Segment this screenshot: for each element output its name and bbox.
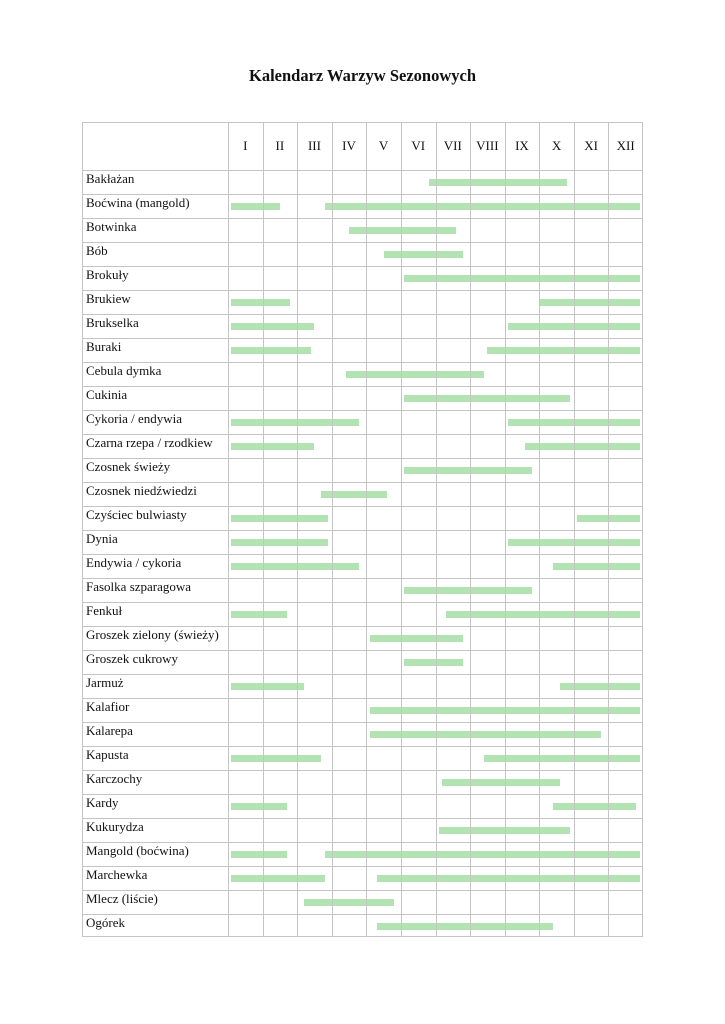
vegetable-name: Jarmuż (86, 675, 124, 690)
season-bar (231, 851, 286, 858)
grid-col-line (366, 122, 367, 937)
month-header-4: IV (342, 138, 356, 153)
grid-col-line (82, 122, 83, 937)
grid-row-line (82, 914, 643, 915)
season-bar (370, 731, 602, 738)
month-header-3: III (307, 138, 321, 153)
grid-col-line (436, 122, 437, 937)
month-header-12: XII (616, 138, 635, 153)
grid-row-line (82, 194, 643, 195)
vegetable-name: Kardy (86, 795, 119, 810)
grid-row-line (82, 794, 643, 795)
season-bar (539, 299, 639, 306)
grid-col-line (297, 122, 298, 937)
season-bar (231, 323, 314, 330)
grid-row-line (82, 410, 643, 411)
vegetable-name: Karczochy (86, 771, 143, 786)
grid-row-line (82, 626, 643, 627)
season-bar (404, 275, 639, 282)
vegetable-name: Groszek cukrowy (86, 651, 179, 666)
vegetable-name: Brukiew (86, 291, 131, 306)
grid-row-line (82, 170, 643, 171)
season-bar (377, 875, 640, 882)
season-bar (231, 419, 359, 426)
grid-col-line (401, 122, 402, 937)
grid-row-line (82, 842, 643, 843)
grid-row-line (82, 866, 643, 867)
grid-row-line (82, 554, 643, 555)
grid-row-line (82, 698, 643, 699)
grid-col-line (539, 122, 540, 937)
season-bar (231, 347, 311, 354)
vegetable-name: Cykoria / endywia (86, 411, 183, 426)
vegetable-name: Fasolka szparagowa (86, 579, 192, 594)
grid-row-line (82, 650, 643, 651)
vegetable-name: Botwinka (86, 219, 137, 234)
season-bar (553, 563, 639, 570)
vegetable-name: Ogórek (86, 915, 125, 930)
page-title: Kalendarz Warzyw Sezonowych (248, 66, 476, 85)
season-bar (384, 251, 464, 258)
vegetable-name: Mangold (boćwina) (86, 843, 189, 858)
vegetable-name: Cukinia (86, 387, 128, 402)
vegetable-name: Buraki (86, 339, 122, 354)
vegetable-name: Dynia (86, 531, 118, 546)
grid-col-line (574, 122, 575, 937)
vegetable-name: Brukselka (86, 315, 139, 330)
grid-row-line (82, 290, 643, 291)
grid-row-line (82, 482, 643, 483)
grid-col-line (263, 122, 264, 937)
grid-row-line (82, 506, 643, 507)
grid-row-line (82, 722, 643, 723)
vegetable-name: Czosnek świeży (86, 459, 171, 474)
season-bar (560, 683, 640, 690)
grid-row-line (82, 770, 643, 771)
month-header-8: VIII (476, 138, 499, 153)
grid-row-line (82, 818, 643, 819)
season-bar (231, 299, 290, 306)
vegetable-name: Czarna rzepa / rzodkiew (86, 435, 213, 450)
season-bar (325, 203, 640, 210)
season-bar (553, 803, 636, 810)
grid-row-line (82, 122, 643, 123)
season-bar (487, 347, 639, 354)
season-bar (377, 923, 553, 930)
season-bar (484, 755, 640, 762)
month-header-9: IX (515, 138, 529, 153)
season-bar (304, 899, 394, 906)
vegetable-name: Mlecz (liście) (86, 891, 158, 906)
month-header-7: VII (443, 138, 462, 153)
season-bar (404, 587, 532, 594)
season-bar (446, 611, 640, 618)
season-bar (231, 203, 279, 210)
month-header-1: I (243, 138, 248, 153)
month-header-11: XI (584, 138, 598, 153)
season-bar (442, 779, 560, 786)
season-bar (404, 467, 532, 474)
grid-row-line (82, 530, 643, 531)
season-bar (325, 851, 640, 858)
season-bar (231, 803, 286, 810)
month-header-6: VI (411, 138, 426, 153)
grid-row-line (82, 602, 643, 603)
grid-row-line (82, 674, 643, 675)
grid-row-line (82, 242, 643, 243)
season-bar (231, 611, 286, 618)
vegetable-name: Kapusta (86, 747, 129, 762)
season-bar (231, 515, 328, 522)
season-bar (231, 443, 314, 450)
season-bar (525, 443, 639, 450)
vegetable-name: Cebula dymka (86, 363, 162, 378)
month-header-10: X (551, 138, 562, 153)
month-header-2: II (275, 138, 285, 153)
vegetable-name: Brokuły (86, 267, 129, 282)
season-bar (231, 563, 359, 570)
season-bar (231, 755, 321, 762)
vegetable-name: Marchewka (86, 867, 148, 882)
grid-row-line (82, 578, 643, 579)
grid-col-line (608, 122, 609, 937)
season-bar (370, 635, 463, 642)
season-bar (231, 683, 304, 690)
vegetable-name: Czyściec bulwiasty (86, 507, 187, 522)
grid-col-line (470, 122, 471, 937)
grid-row-line (82, 218, 643, 219)
season-bar (231, 539, 328, 546)
season-bar (404, 395, 570, 402)
grid-row-line (82, 890, 643, 891)
grid-row-line (82, 338, 643, 339)
season-bar (349, 227, 456, 234)
season-bar (231, 875, 324, 882)
grid-col-line (332, 122, 333, 937)
vegetable-name: Kalarepa (86, 723, 133, 738)
vegetable-name: Groszek zielony (świeży) (86, 627, 219, 642)
vegetable-name: Bób (86, 243, 108, 258)
vegetable-name: Czosnek niedźwiedzi (86, 483, 197, 498)
vegetable-name: Fenkuł (86, 603, 123, 618)
vegetable-name: Bakłażan (86, 171, 135, 186)
season-bar (429, 179, 567, 186)
grid-row-line (82, 362, 643, 363)
grid-row-line (82, 458, 643, 459)
grid-row-line (82, 266, 643, 267)
grid-col-line (642, 122, 643, 937)
vegetable-name: Boćwina (mangold) (86, 195, 190, 210)
vegetable-name: Kalafior (86, 699, 130, 714)
month-header-5: V (378, 138, 389, 153)
grid-row-line (82, 746, 643, 747)
vegetable-name: Kukurydza (86, 819, 144, 834)
grid-row-line (82, 386, 643, 387)
season-calendar (82, 122, 643, 937)
season-bar (404, 659, 463, 666)
grid-row-line (82, 434, 643, 435)
grid-col-line (505, 122, 506, 937)
grid-row-line (82, 314, 643, 315)
grid-col-line (228, 122, 229, 937)
vegetable-name: Endywia / cykoria (86, 555, 182, 570)
grid-row-line (82, 936, 643, 937)
